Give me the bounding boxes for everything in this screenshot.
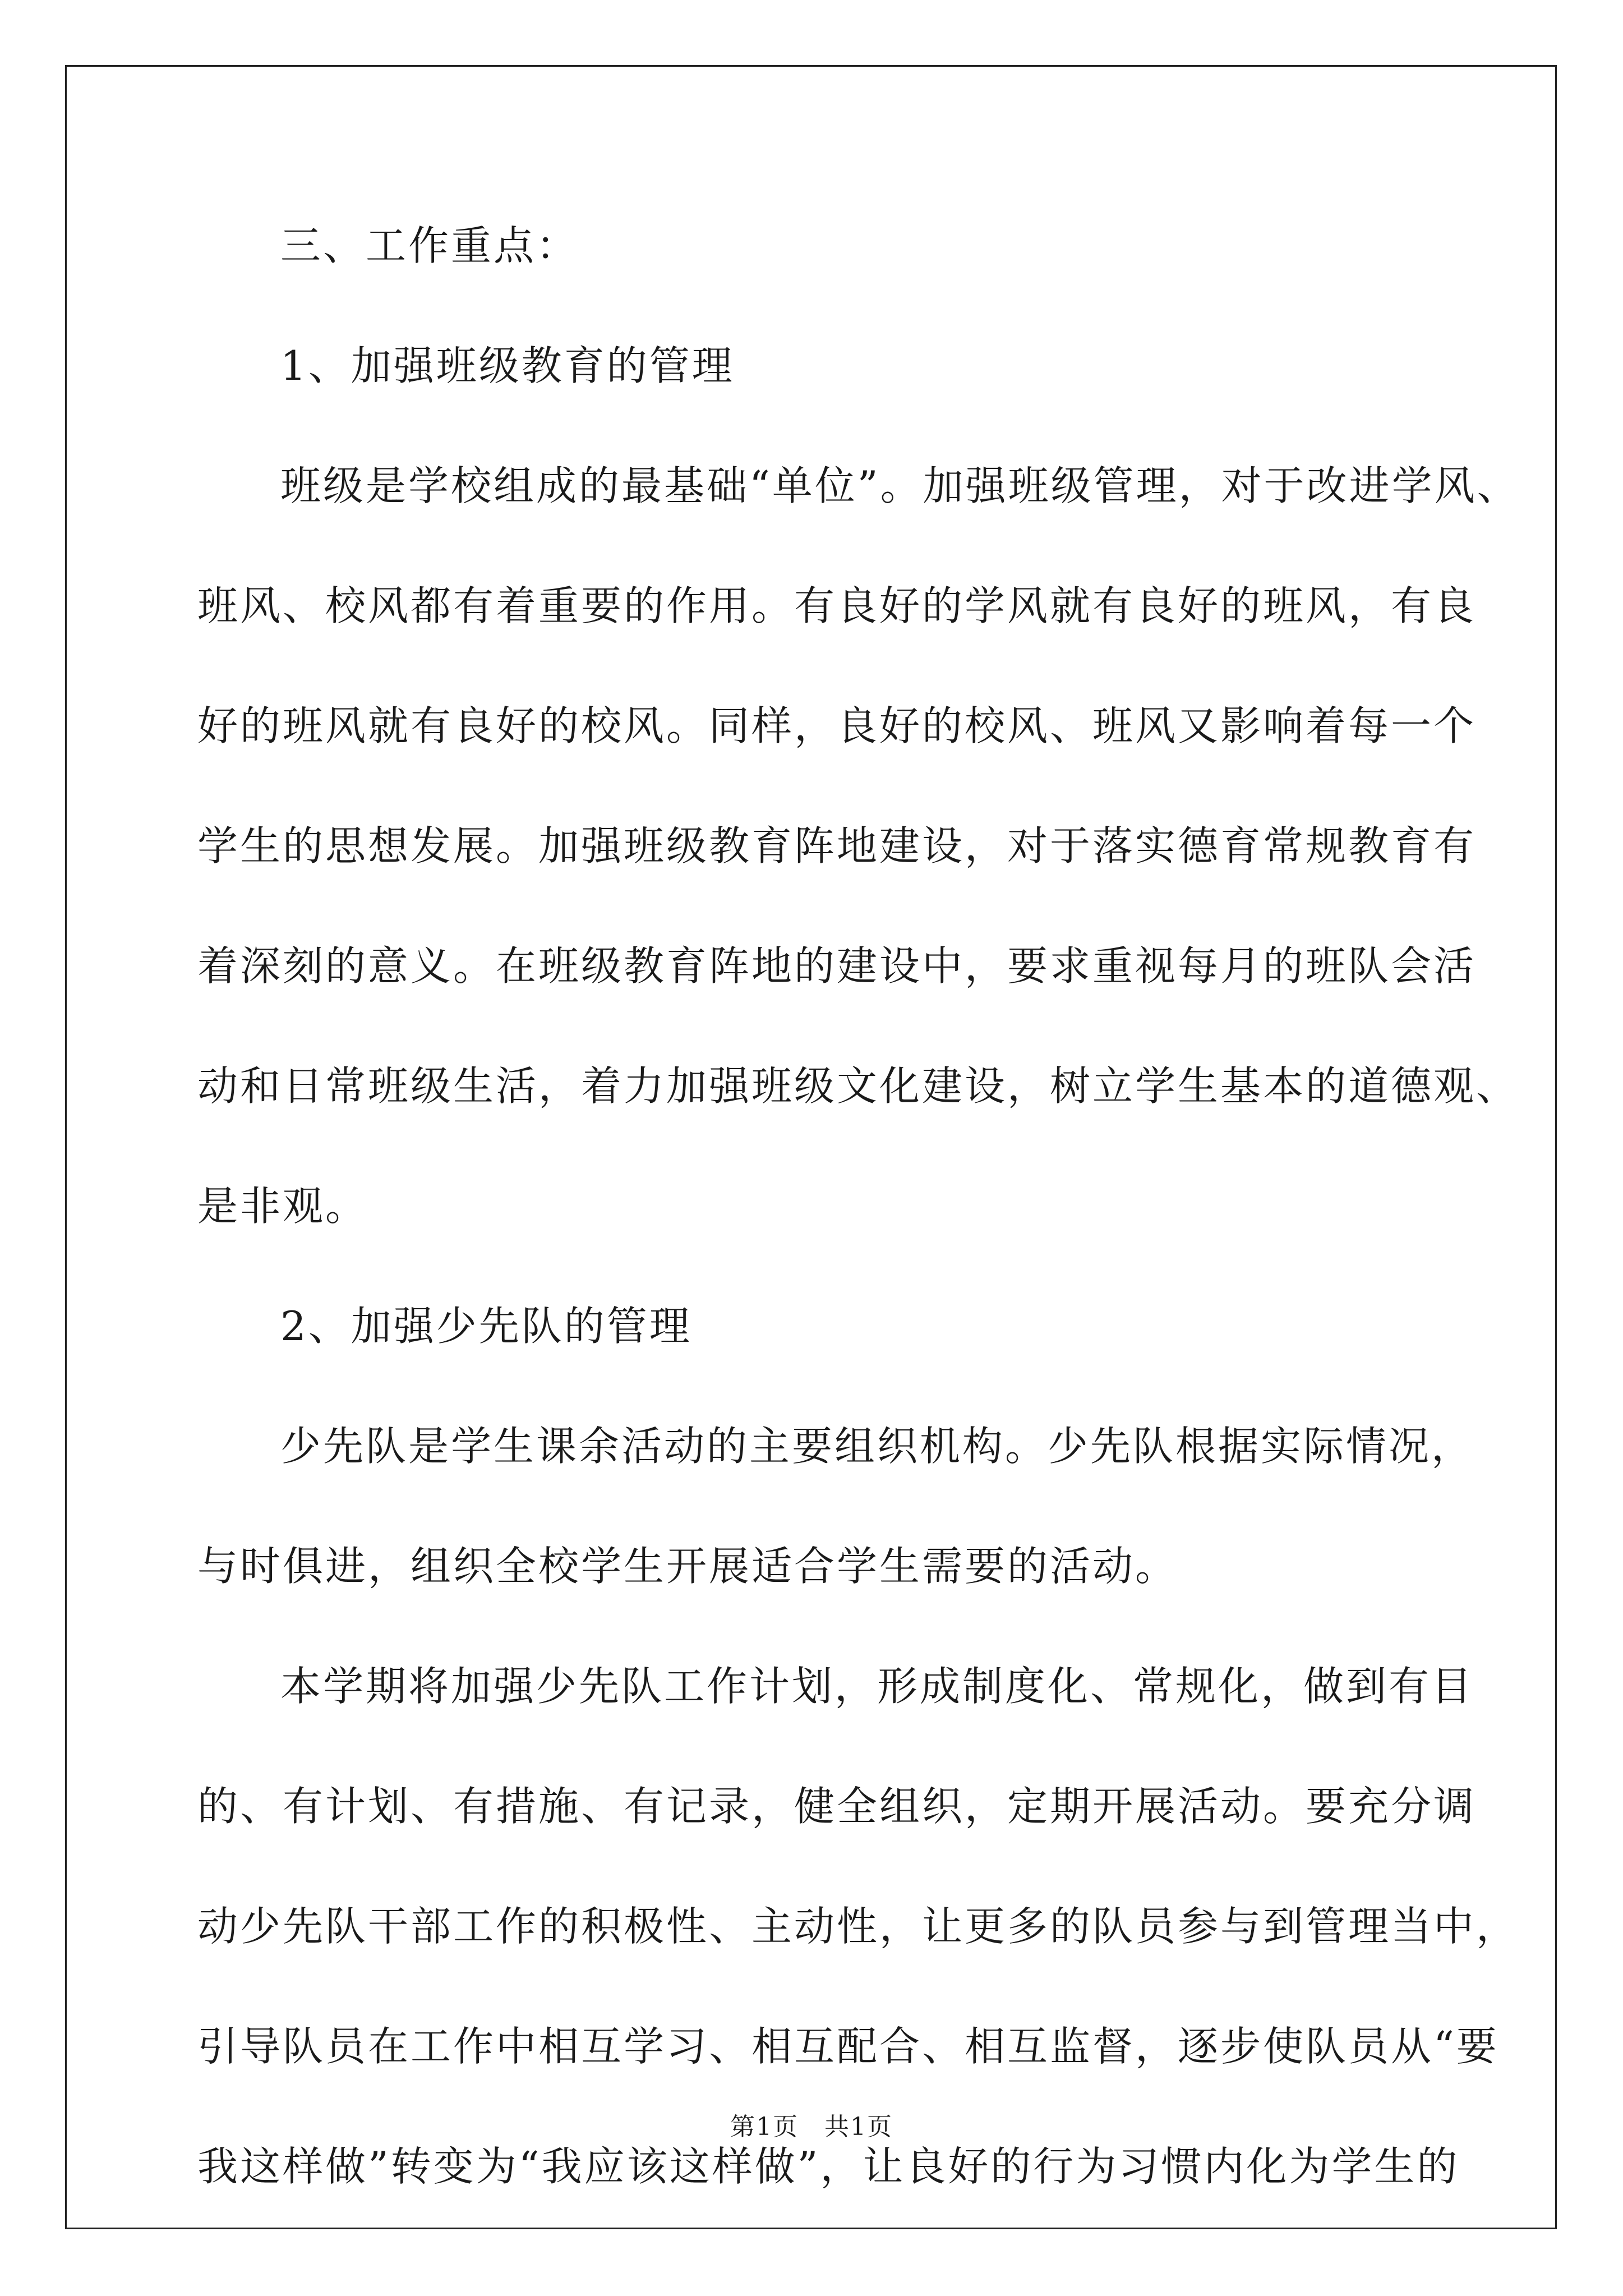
paragraph-line: 班级是学校组成的最基础“单位”。加强班级管理，对于改进学风、 [280, 462, 1520, 509]
paragraph-line: 班风、校风都有着重要的作用。有良好的学风就有良好的班风，有良 [197, 582, 1477, 629]
paragraph-line: 着深刻的意义。在班级教育阵地的建设中，要求重视每月的班队会活 [197, 942, 1477, 990]
page-footer: 第1页 共1页 [730, 2113, 893, 2141]
subheading-1: 1、加强班级教育的管理 [280, 342, 735, 389]
paragraph-line: 与时俱进，组织全校学生开展适合学生需要的活动。 [197, 1543, 1178, 1590]
subheading-2: 2、加强少先队的管理 [280, 1303, 692, 1350]
paragraph-line: 学生的思想发展。加强班级教育阵地建设，对于落实德育常规教育有 [197, 822, 1477, 869]
paragraph-line: 好的班风就有良好的校风。同样，良好的校风、班风又影响着每一个 [197, 702, 1477, 749]
paragraph-line: 的、有计划、有措施、有记录，健全组织，定期开展活动。要充分调 [197, 1783, 1477, 1830]
section-heading: 三、工作重点： [280, 222, 579, 269]
paragraph-line: 是非观。 [197, 1182, 368, 1230]
paragraph-line: 本学期将加强少先队工作计划，形成制度化、常规化，做到有目 [280, 1663, 1474, 1710]
paragraph-line: 动和日常班级生活，着力加强班级文化建设，树立学生基本的道德观、 [197, 1062, 1519, 1110]
paragraph-line: 我这样做”转变为“我应该这样做”，让良好的行为习惯内化为学生的 [197, 2143, 1460, 2190]
paragraph-line: 少先队是学生课余活动的主要组织机构。少先队根据实际情况， [280, 1423, 1474, 1470]
paragraph-line: 引导队员在工作中相互学习、相互配合、相互监督，逐步使队员从“要 [197, 2023, 1499, 2070]
paragraph-line: 动少先队干部工作的积极性、主动性，让更多的队员参与到管理当中， [197, 1903, 1519, 1950]
